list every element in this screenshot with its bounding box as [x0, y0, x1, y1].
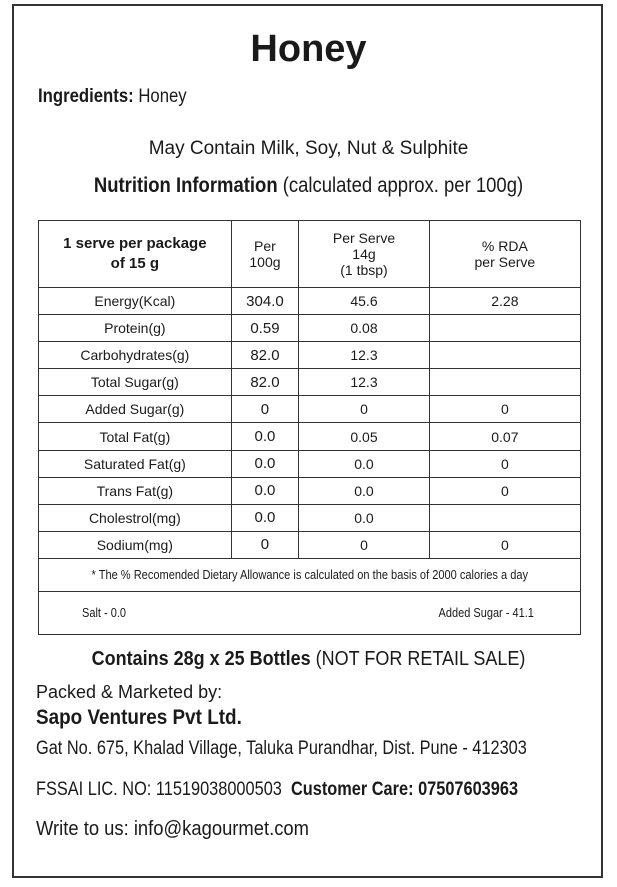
header-per-100g: [231, 221, 299, 288]
contact-email: Write to us: info@kagourmet.com: [36, 818, 309, 840]
table-row: [39, 450, 581, 477]
allergen-warning: May Contain Milk, Soy, Nut & Sulphite: [148, 138, 469, 159]
table-row: [39, 369, 581, 396]
per-100g-value: 0.0: [231, 423, 299, 450]
header-perserve-line3: (1 tbsp): [340, 262, 388, 278]
nutrient-name: Sodium(mg): [39, 531, 232, 558]
table-row: [39, 531, 581, 558]
header-rda-line2: per Serve: [474, 254, 536, 270]
table-row: [39, 504, 581, 531]
rda-value: [429, 342, 580, 369]
header-serve-info: [39, 221, 232, 288]
nutrition-heading-line: [37, 174, 580, 198]
table-header-row: [39, 221, 581, 288]
per-100g-value: 0.0: [231, 450, 299, 477]
salt-sugar-row: [39, 591, 581, 634]
per-serve-value: 12.3: [299, 342, 430, 369]
company-name: Sapo Ventures Pvt Ltd.: [36, 706, 242, 729]
header-perserve-line1: Per Serve: [332, 230, 396, 246]
header-perserve-line2: 14g: [352, 246, 376, 262]
packed-by-label: Packed & Marketed by:: [36, 682, 223, 702]
license-line: [36, 779, 518, 801]
header-per100-line1: Per: [254, 238, 276, 254]
nutrient-name: Saturated Fat(g): [39, 450, 232, 477]
table-row: [39, 288, 581, 315]
table-row: [39, 396, 581, 423]
rda-value: 2.28: [429, 288, 580, 315]
per-serve-value: 12.3: [299, 369, 430, 396]
contains-line: [31, 648, 586, 671]
nutrient-name: Protein(g): [39, 315, 232, 342]
per-serve-value: 0.0: [299, 504, 430, 531]
ingredients-line: [38, 86, 187, 108]
per-serve-value: 0.0: [299, 477, 430, 504]
per-100g-value: 0: [231, 531, 299, 558]
per-100g-value: 0: [231, 396, 299, 423]
salt-sugar-cell: [39, 591, 581, 634]
rda-value: [429, 369, 580, 396]
per-100g-value: 0.59: [231, 315, 299, 342]
header-rda-line1: % RDA: [481, 238, 528, 254]
header-rda: [429, 221, 580, 288]
header-per-serve: [299, 221, 430, 288]
per-100g-value: 304.0: [231, 288, 299, 315]
header-serve-line2: of 15 g: [110, 255, 160, 272]
added-sugar-value: Added Sugar - 41.1: [438, 605, 534, 620]
nutrition-table: [38, 220, 581, 635]
per-100g-value: 0.0: [231, 504, 299, 531]
rda-value: 0: [429, 531, 580, 558]
rda-footnote: [39, 558, 581, 591]
nutrient-name: Cholestrol(mg): [39, 504, 232, 531]
rda-value: [429, 315, 580, 342]
per-100g-value: 0.0: [231, 477, 299, 504]
customer-care: Customer Care: 07507603963: [290, 779, 519, 800]
nutrition-heading: Nutrition Information: [93, 174, 278, 197]
rda-value: [429, 504, 580, 531]
per-serve-value: 45.6: [299, 288, 430, 315]
nutrition-subheading: (calculated approx. per 100g): [277, 174, 524, 197]
nutrient-name: Total Sugar(g): [39, 369, 232, 396]
per-serve-value: 0.0: [299, 450, 430, 477]
table-row: [39, 315, 581, 342]
per-serve-value: 0.05: [299, 423, 430, 450]
table-row: [39, 423, 581, 450]
nutrient-name: Total Fat(g): [39, 423, 232, 450]
company-address: Gat No. 675, Khalad Village, Taluka Purandhar, Dist. Pune - 412303: [36, 738, 527, 759]
table-row: [39, 477, 581, 504]
product-title: Honey: [250, 28, 367, 70]
fssai-license: FSSAI LIC. NO: 11519038000503: [36, 779, 282, 800]
per-100g-value: 82.0: [231, 342, 299, 369]
per-serve-value: 0: [299, 396, 430, 423]
table-row: [39, 342, 581, 369]
header-per100-line2: 100g: [249, 254, 281, 270]
nutrient-name: Energy(Kcal): [39, 288, 232, 315]
rda-value: 0: [429, 396, 580, 423]
contains-quantity: Contains 28g x 25 Bottles: [91, 648, 311, 670]
ingredients-label: Ingredients:: [38, 86, 134, 107]
salt-value: Salt - 0.0: [82, 605, 127, 620]
ingredients-value: Honey: [133, 86, 187, 107]
rda-value: 0.07: [429, 423, 580, 450]
rda-footnote-text: * The % Recomended Dietary Allowance is calculated on the basis of 2000 calories a day: [91, 567, 528, 583]
rda-value: 0: [429, 477, 580, 504]
footnote-row: [39, 558, 581, 591]
per-serve-value: 0: [299, 531, 430, 558]
rda-value: 0: [429, 450, 580, 477]
contains-note: (NOT FOR RETAIL SALE): [310, 648, 526, 670]
nutrient-name: Carbohydrates(g): [39, 342, 232, 369]
per-serve-value: 0.08: [299, 315, 430, 342]
nutrient-name: Trans Fat(g): [39, 477, 232, 504]
header-serve-line1: 1 serve per package: [63, 235, 207, 252]
per-100g-value: 82.0: [231, 369, 299, 396]
nutrient-name: Added Sugar(g): [39, 396, 232, 423]
